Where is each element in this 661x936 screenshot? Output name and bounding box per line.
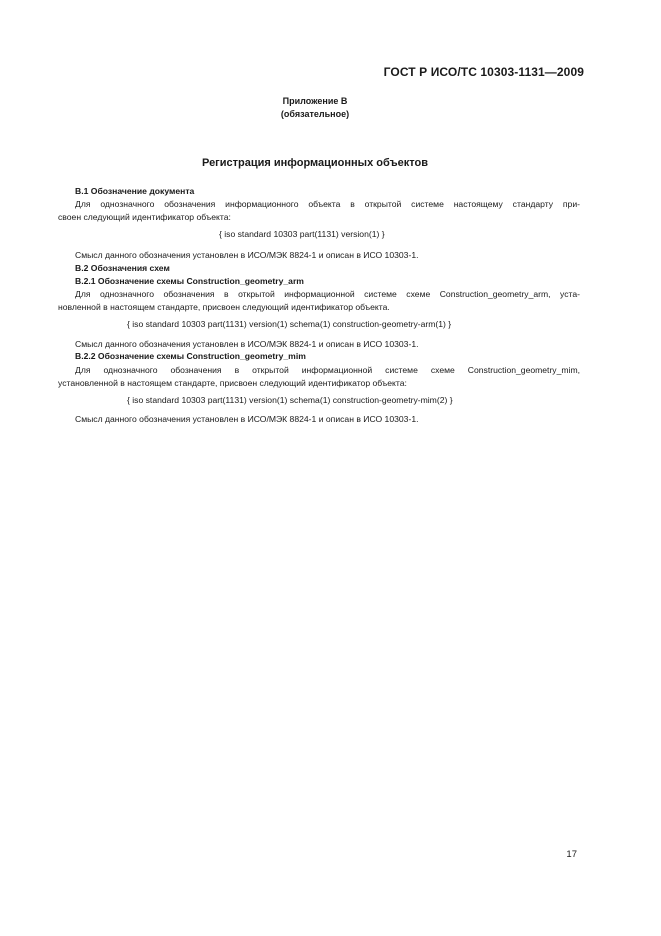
paragraph-b1 [58, 198, 580, 224]
paragraph-b1-line2: своен следующий идентификатор объекта: [58, 212, 231, 222]
page-number: 17 [566, 849, 577, 860]
paragraph-b21-line1: Для однозначного обозначения в открытой информационной системе схеме Construction_geometry_arm, уста- [75, 289, 580, 299]
identifier-b21: { iso standard 10303 part(1131) version(1) schema(1) construction-geometry-arm(1) } [127, 319, 452, 329]
paragraph-b1-line1: Для однозначного обозначения информационного объекта в открытой системе настоящему стандарту при- [75, 199, 580, 209]
paragraph-b22 [58, 364, 580, 390]
paragraph-b22-line2: установленной в настоящем стандарте, присвоен следующий идентификатор объекта: [58, 378, 407, 388]
paragraph-b21-line2: новленной в настоящем стандарте, присвоен следующий идентификатор объекта. [58, 302, 390, 312]
appendix-status: (обязательное) [280, 109, 350, 119]
appendix-title: Приложение В [282, 96, 348, 106]
meaning-b1: Смысл данного обозначения установлен в ИСО/МЭК 8824-1 и описан в ИСО 10303-1. [75, 250, 419, 260]
heading-b21: В.2.1 Обозначение схемы Construction_geometry_arm [75, 276, 304, 286]
meaning-b21: Смысл данного обозначения установлен в ИСО/МЭК 8824-1 и описан в ИСО 10303-1. [75, 339, 419, 349]
standard-number: ГОСТ Р ИСО/ТС 10303-1131—2009 [383, 65, 584, 79]
heading-b22: В.2.2 Обозначение схемы Construction_geometry_mim [75, 351, 306, 361]
identifier-b1: { iso standard 10303 part(1131) version(1) } [219, 229, 385, 239]
identifier-b22: { iso standard 10303 part(1131) version(1) schema(1) construction-geometry-mim(2) } [127, 395, 453, 405]
heading-b1: В.1 Обозначение документа [75, 186, 195, 196]
section-title: Регистрация информационных объектов [202, 157, 428, 169]
paragraph-b21 [58, 288, 580, 314]
paragraph-b22-line1: Для однозначного обозначения в открытой информационной системе схеме Construction_geometry_mim, [75, 365, 580, 375]
meaning-b22: Смысл данного обозначения установлен в ИСО/МЭК 8824-1 и описан в ИСО 10303-1. [75, 414, 419, 424]
heading-b2: В.2 Обозначения схем [75, 263, 170, 273]
